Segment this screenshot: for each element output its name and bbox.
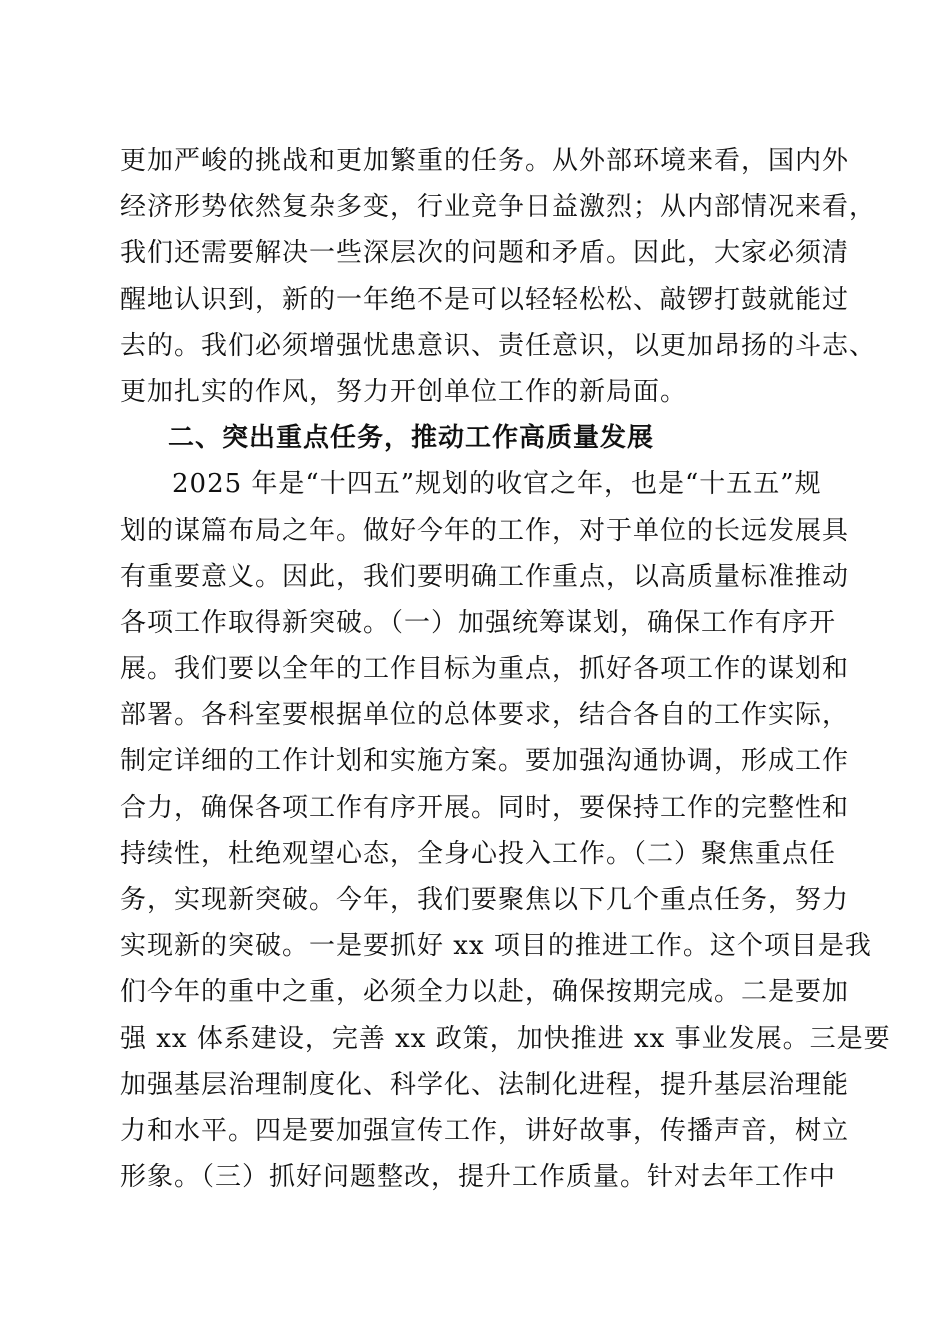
text-line: 加强基层治理制度化、科学化、法制化进程，提升基层治理能: [120, 1069, 850, 1100]
text-line: 合力，确保各项工作有序开展。同时，要保持工作的完整性和: [120, 792, 850, 823]
text-line: 形象。（三）抓好问题整改，提升工作质量。针对去年工作中: [120, 1162, 837, 1193]
text-line: 去的。我们必须增强忧患意识、责任意识，以更加昂扬的斗志、: [120, 330, 877, 361]
text-line: 们今年的重中之重，必须全力以赴，确保按期完成。二是要加: [120, 977, 850, 1008]
text-line: 我们还需要解决一些深层次的问题和矛盾。因此，大家必须清: [120, 238, 850, 269]
text-line: 有重要意义。因此，我们要明确工作重点，以高质量标准推动: [120, 561, 850, 592]
text-line: 力和水平。四是要加强宣传工作，讲好故事，传播声音，树立: [120, 1115, 850, 1146]
text-line: 经济形势依然复杂多变，行业竞争日益激烈；从内部情况来看，: [120, 192, 877, 223]
text-line: 实现新的突破。一是要抓好 xx 项目的推进工作。这个项目是我: [120, 931, 872, 962]
text-line: 制定详细的工作计划和实施方案。要加强沟通协调，形成工作: [120, 746, 850, 777]
section-heading: 二、突出重点任务，推动工作高质量发展: [168, 423, 655, 454]
text-line: 2025 年是“十四五”规划的收官之年，也是“十五五”规: [172, 469, 822, 500]
text-line: 更加严峻的挑战和更加繁重的任务。从外部环境来看，国内外: [120, 146, 850, 176]
text-line: 更加扎实的作风，努力开创单位工作的新局面。: [120, 376, 688, 407]
text-line: 强 xx 体系建设，完善 xx 政策，加快推进 xx 事业发展。三是要: [120, 1023, 891, 1054]
text-line: 展。我们要以全年的工作目标为重点，抓好各项工作的谋划和: [120, 654, 850, 685]
text-line: 务，实现新突破。今年，我们要聚焦以下几个重点任务，努力: [120, 885, 850, 915]
document-body: [120, 138, 891, 1200]
text-line: 持续性，杜绝观望心态，全身心投入工作。（二）聚焦重点任: [120, 838, 837, 869]
text-line: 各项工作取得新突破。（一）加强统筹谋划，确保工作有序开: [120, 607, 837, 638]
text-line: 部署。各科室要根据单位的总体要求，结合各自的工作实际，: [120, 700, 850, 731]
text-line: 醒地认识到，新的一年绝不是可以轻轻松松、敲锣打鼓就能过: [120, 284, 850, 315]
text-line: 划的谋篇布局之年。做好今年的工作，对于单位的长远发展具: [120, 515, 850, 546]
